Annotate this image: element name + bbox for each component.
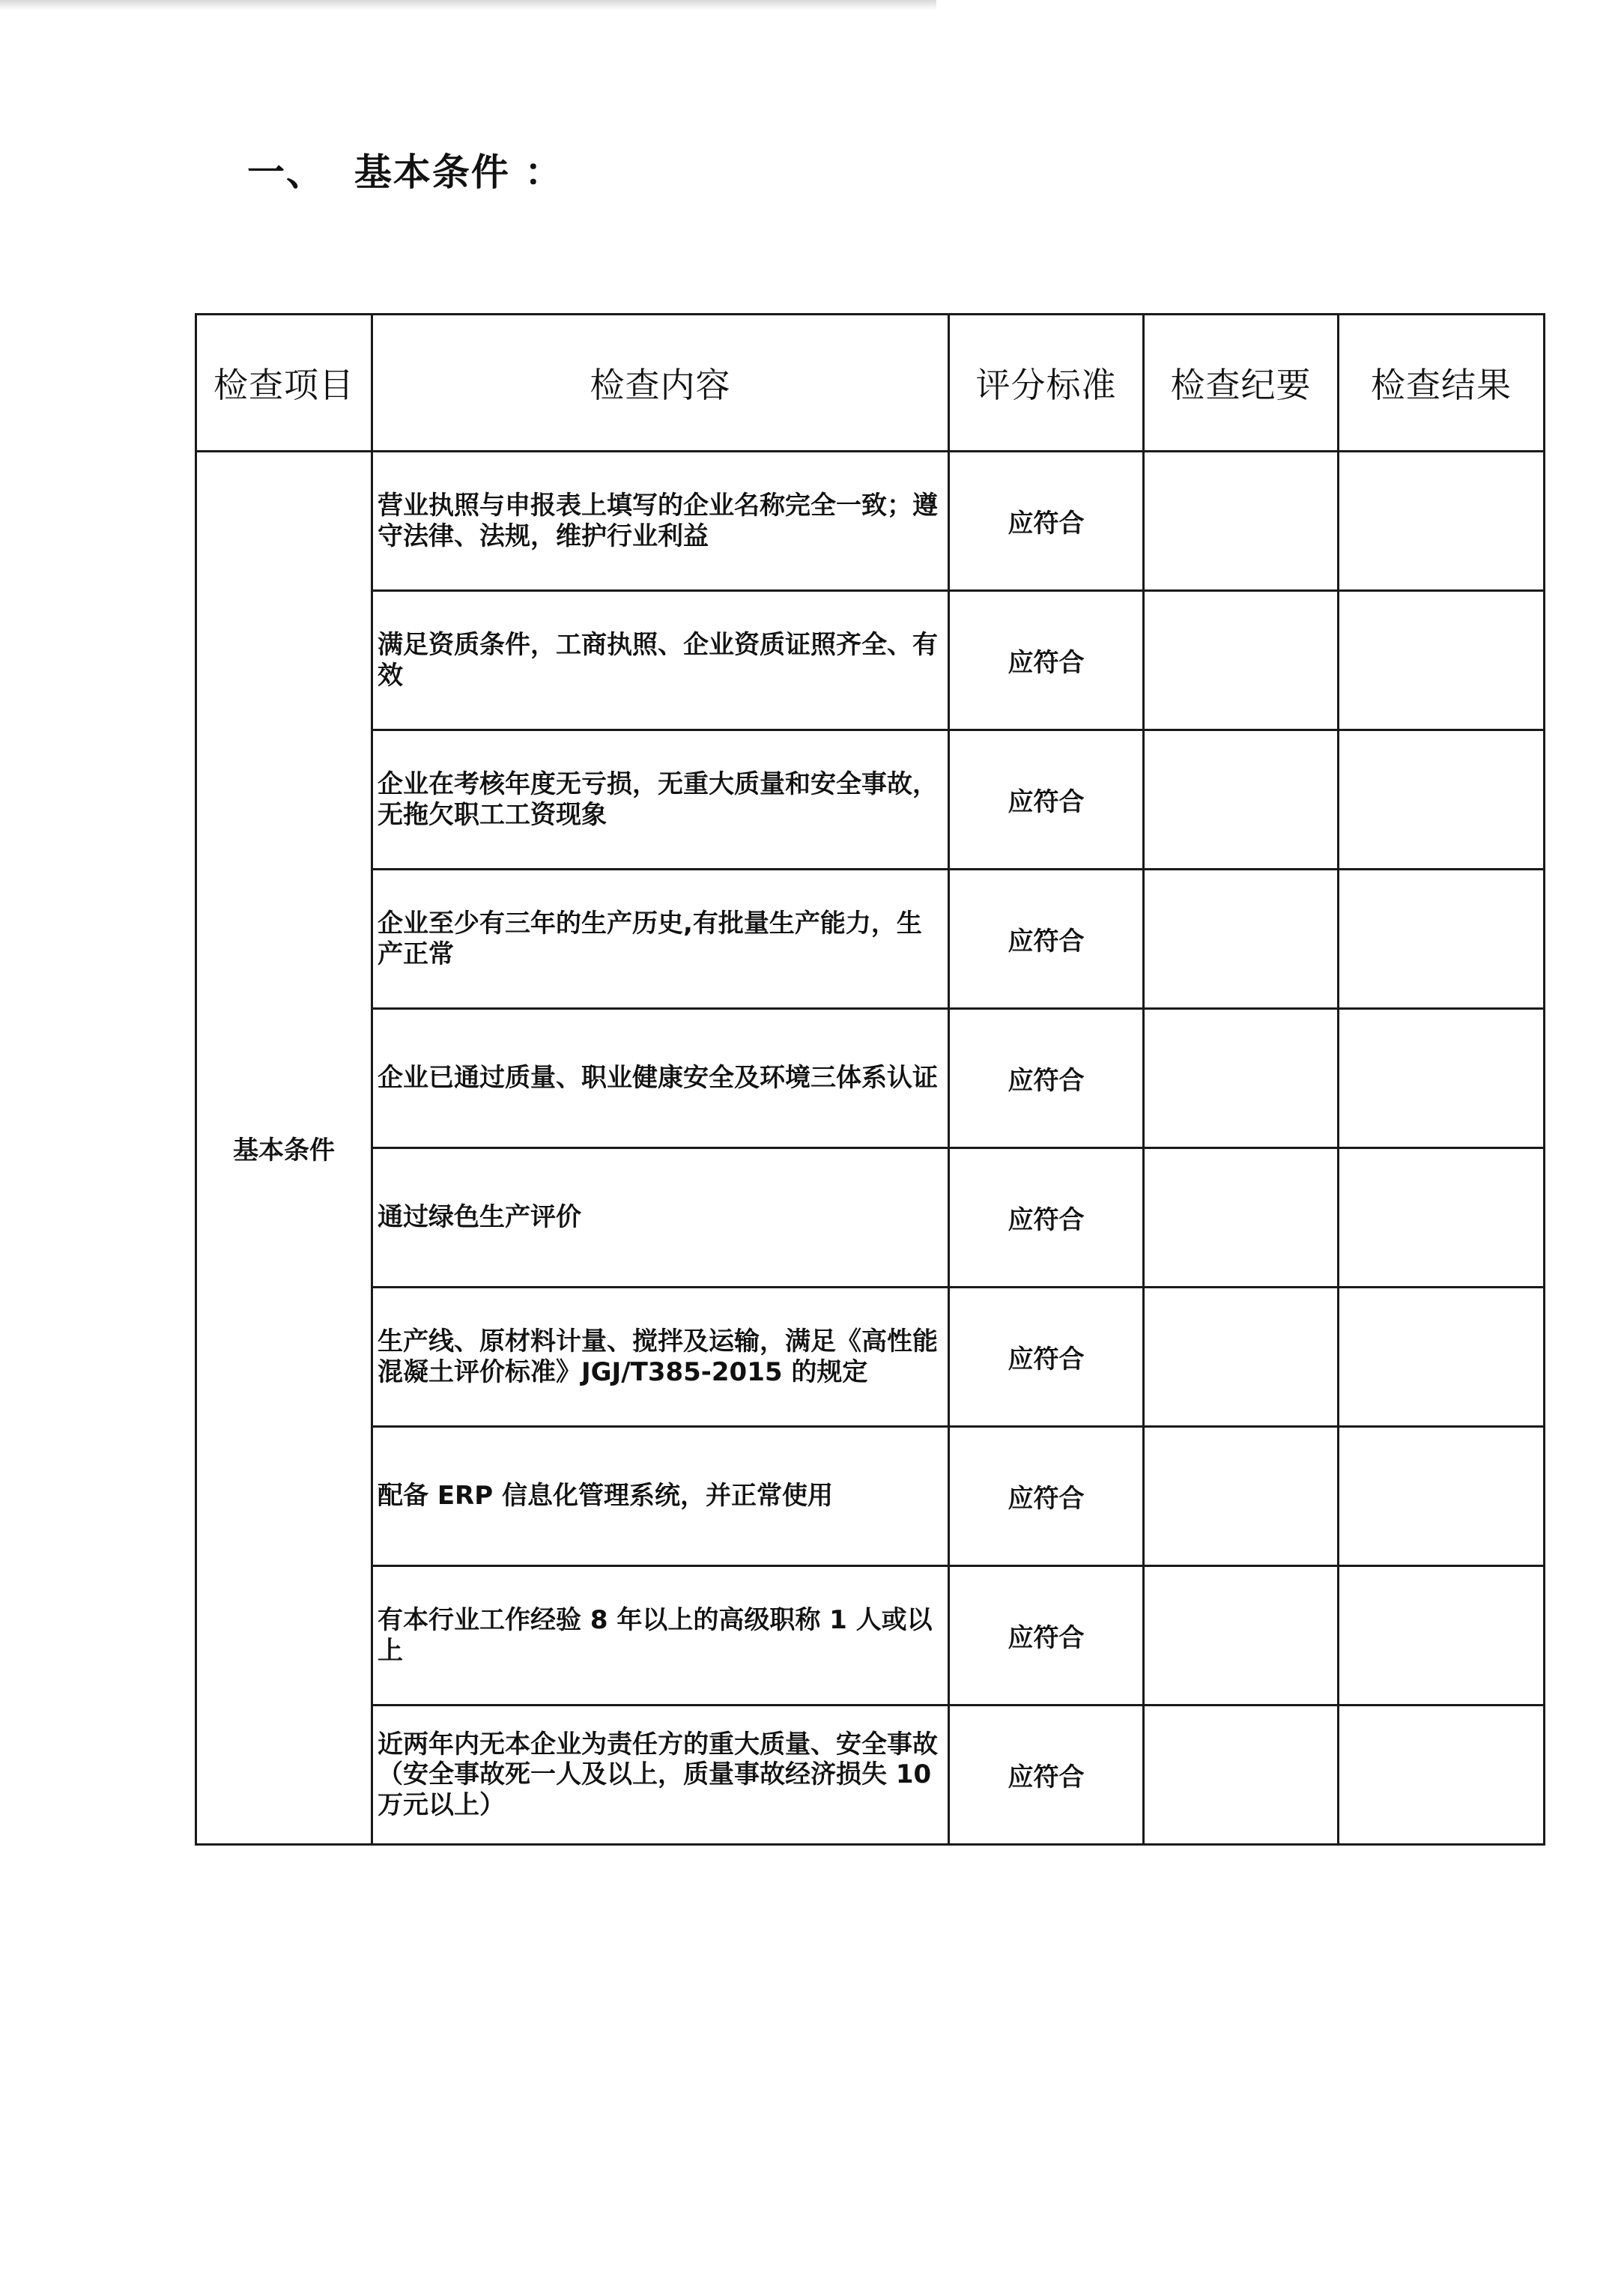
content-cell: 有本行业工作经验 8 年以上的高级职称 1 人或以上 <box>372 1566 949 1706</box>
result-cell[interactable] <box>1339 1288 1545 1427</box>
scan-edge-shadow <box>0 0 936 10</box>
table-row <box>196 452 1545 591</box>
result-cell[interactable] <box>1339 1706 1545 1845</box>
notes-cell[interactable] <box>1144 452 1339 591</box>
result-cell[interactable] <box>1339 452 1545 591</box>
standard-cell: 应符合 <box>949 1288 1144 1427</box>
notes-cell[interactable] <box>1144 1427 1339 1566</box>
standard-cell: 应符合 <box>949 591 1144 730</box>
standard-cell: 应符合 <box>949 452 1144 591</box>
table-row <box>196 1566 1545 1706</box>
table-row <box>196 1009 1545 1148</box>
header-scoring-standard: 评分标准 <box>949 315 1144 452</box>
result-cell[interactable] <box>1339 1009 1545 1148</box>
result-cell[interactable] <box>1339 1427 1545 1566</box>
table-row <box>196 1148 1545 1288</box>
notes-cell[interactable] <box>1144 730 1339 870</box>
content-cell: 近两年内无本企业为责任方的重大质量、安全事故（安全事故死一人及以上，质量事故经济损失 10 万元以上） <box>372 1706 949 1845</box>
notes-cell[interactable] <box>1144 870 1339 1009</box>
result-cell[interactable] <box>1339 591 1545 730</box>
table-row <box>196 1288 1545 1427</box>
result-cell[interactable] <box>1339 870 1545 1009</box>
result-cell[interactable] <box>1339 1148 1545 1288</box>
header-check-content: 检查内容 <box>372 315 949 452</box>
content-cell: 企业已通过质量、职业健康安全及环境三体系认证 <box>372 1009 949 1148</box>
notes-cell[interactable] <box>1144 1566 1339 1706</box>
notes-cell[interactable] <box>1144 1706 1339 1845</box>
content-cell: 企业至少有三年的生产历史,有批量生产能力，生产正常 <box>372 870 949 1009</box>
result-cell[interactable] <box>1339 730 1545 870</box>
section-title: 一、 基本条件 ： <box>247 151 564 194</box>
table-row <box>196 730 1545 870</box>
notes-cell[interactable] <box>1144 1009 1339 1148</box>
header-check-result: 检查结果 <box>1339 315 1545 452</box>
content-cell: 配备 ERP 信息化管理系统，并正常使用 <box>372 1427 949 1566</box>
header-check-item: 检查项目 <box>196 315 372 452</box>
category-cell: 基本条件 <box>196 452 372 1845</box>
content-cell: 企业在考核年度无亏损，无重大质量和安全事故，无拖欠职工工资现象 <box>372 730 949 870</box>
standard-cell: 应符合 <box>949 870 1144 1009</box>
standard-cell: 应符合 <box>949 1566 1144 1706</box>
content-cell: 通过绿色生产评价 <box>372 1148 949 1288</box>
content-cell: 生产线、原材料计量、搅拌及运输，满足《高性能混凝土评价标准》JGJ/T385-2015 的规定 <box>372 1288 949 1427</box>
notes-cell[interactable] <box>1144 591 1339 730</box>
inspection-table <box>195 313 1545 1846</box>
header-check-notes: 检查纪要 <box>1144 315 1339 452</box>
result-cell[interactable] <box>1339 1566 1545 1706</box>
content-cell: 满足资质条件，工商执照、企业资质证照齐全、有效 <box>372 591 949 730</box>
standard-cell: 应符合 <box>949 1148 1144 1288</box>
standard-cell: 应符合 <box>949 1009 1144 1148</box>
standard-cell: 应符合 <box>949 1427 1144 1566</box>
table-row <box>196 1706 1545 1845</box>
table-header-row <box>196 315 1545 452</box>
standard-cell: 应符合 <box>949 730 1144 870</box>
table-row <box>196 591 1545 730</box>
standard-cell: 应符合 <box>949 1706 1144 1845</box>
table-row <box>196 870 1545 1009</box>
notes-cell[interactable] <box>1144 1288 1339 1427</box>
content-cell: 营业执照与申报表上填写的企业名称完全一致；遵守法律、法规，维护行业利益 <box>372 452 949 591</box>
table-row <box>196 1427 1545 1566</box>
notes-cell[interactable] <box>1144 1148 1339 1288</box>
